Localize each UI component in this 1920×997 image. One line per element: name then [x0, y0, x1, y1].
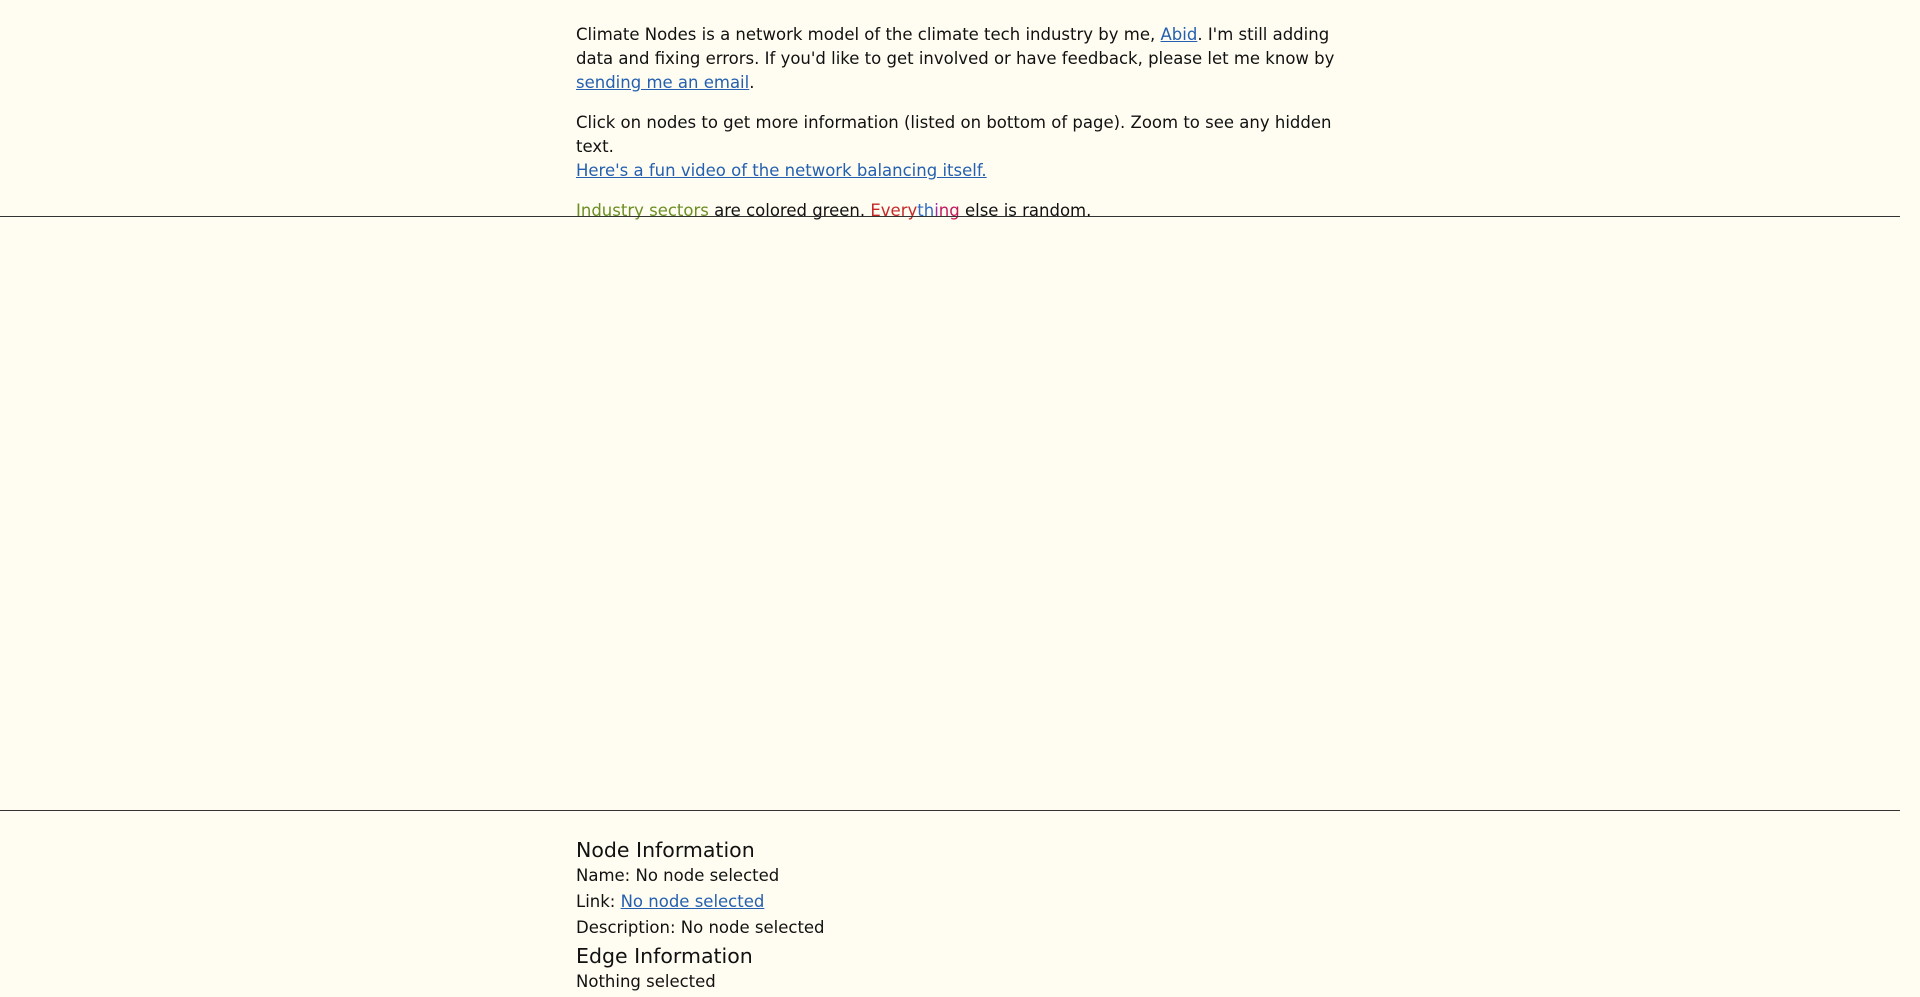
info-panel	[576, 837, 1356, 997]
node-name-label: Name:	[576, 866, 636, 885]
intro-text-before: Climate Nodes is a network model of the climate tech industry by me,	[576, 25, 1161, 44]
colored-green-text: are colored green.	[708, 201, 871, 220]
everything-part-1: Every	[870, 201, 918, 220]
network-graph-canvas[interactable]	[0, 217, 1900, 810]
everything-part-2: th	[917, 201, 935, 220]
node-link-label: Link:	[576, 892, 621, 911]
everything-part-3: i	[934, 201, 939, 220]
everything-part-4: ng	[938, 201, 960, 220]
else-random-text: else is random.	[959, 201, 1092, 220]
instructions-text: Click on nodes to get more information (listed on bottom of page). Zoom to see any hidden text.	[576, 113, 1332, 156]
intro-text-after: .	[749, 73, 755, 92]
node-link-row	[576, 891, 1356, 913]
node-name-value: No node selected	[635, 866, 780, 885]
author-link[interactable]: Abid	[1160, 25, 1198, 44]
intro-section	[576, 23, 1356, 239]
edge-info-value: Nothing selected	[576, 972, 716, 991]
node-info-heading: Node Information	[576, 838, 755, 862]
node-description-label: Description:	[576, 918, 681, 937]
node-description-value: No node selected	[680, 918, 825, 937]
email-link[interactable]: sending me an email	[576, 73, 750, 92]
node-link[interactable]: No node selected	[620, 892, 765, 911]
bottom-divider	[0, 810, 1900, 811]
industry-sectors-legend: Industry sectors	[576, 201, 709, 220]
edge-info-heading: Edge Information	[576, 944, 753, 968]
intro-text-middle: . I'm still adding data and fixing errors. If you'd like to get involved or have feedback, please let me know by	[576, 25, 1335, 68]
video-link[interactable]: Here's a fun video of the network balancing itself.	[576, 161, 987, 180]
intro-paragraph-about	[576, 23, 1356, 95]
intro-paragraph-instructions	[576, 111, 1356, 183]
node-name-row	[576, 865, 1356, 887]
node-description-row	[576, 917, 1356, 939]
